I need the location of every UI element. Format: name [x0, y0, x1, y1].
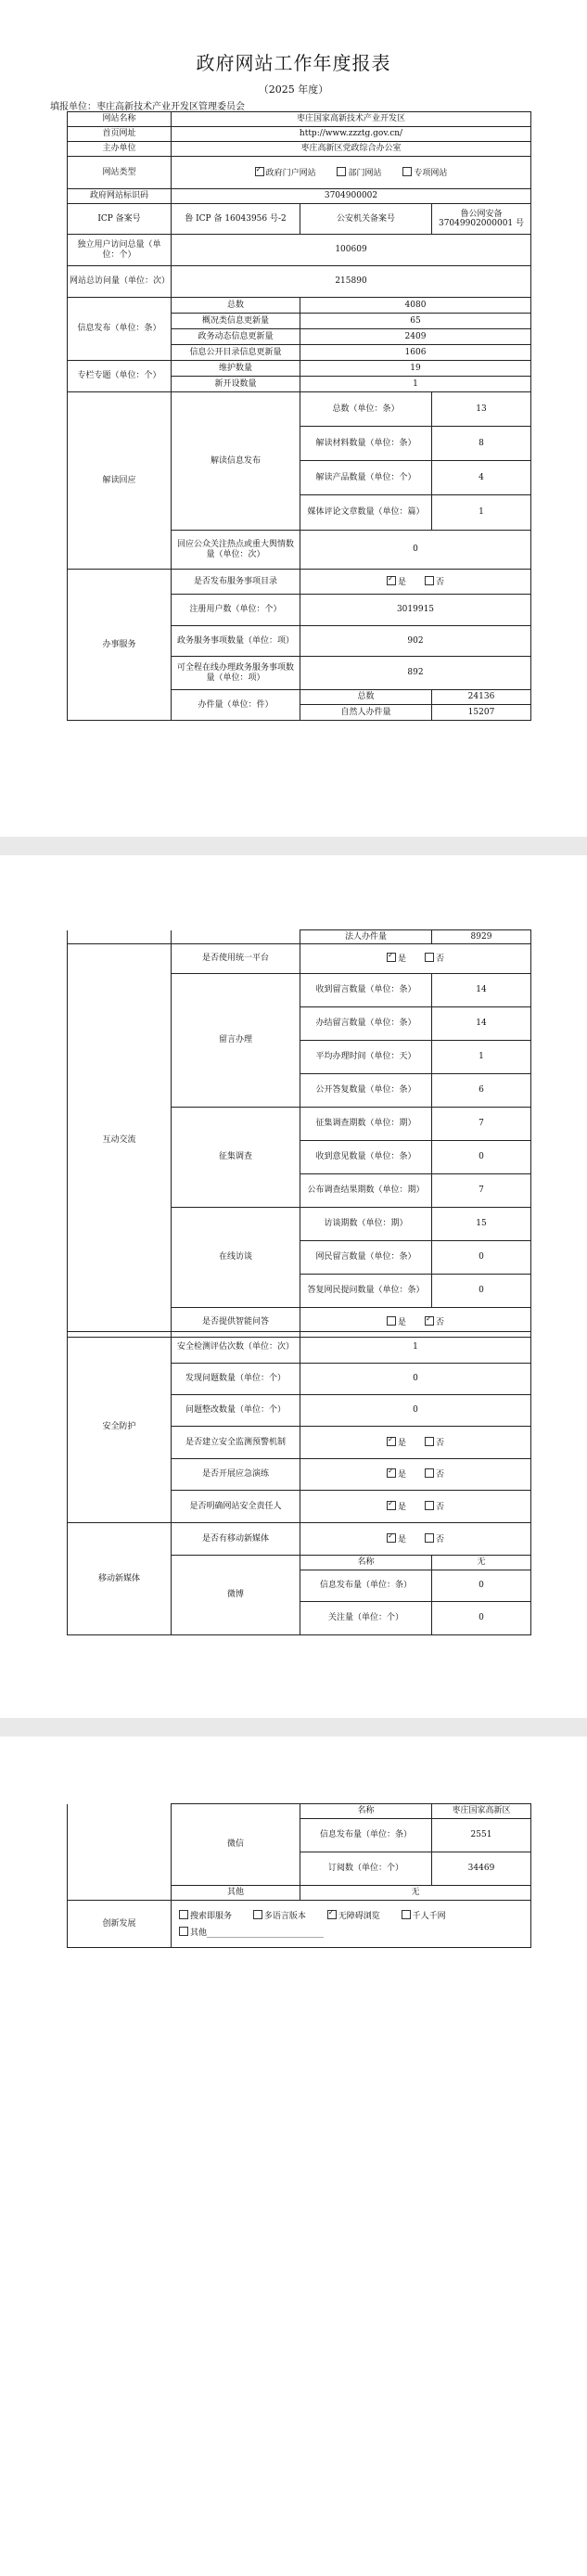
- site-code-value: 3704900002: [172, 189, 531, 204]
- option-label: 政府门户网站: [265, 168, 316, 178]
- checkbox-icon: [425, 1468, 434, 1478]
- wechat-pub-value: 2551: [432, 1819, 531, 1852]
- row-label: 留言办理: [172, 974, 300, 1108]
- info-total-value: 4080: [300, 298, 531, 314]
- msg-received-value: 14: [432, 974, 531, 1007]
- row-label: 关注量（单位：个）: [300, 1602, 432, 1635]
- weibo-pub-value: 0: [432, 1570, 531, 1602]
- reg-users-value: 3019915: [300, 595, 531, 626]
- sec-found-value: 0: [300, 1364, 531, 1395]
- row-label: 信息发布量（单位：条）: [300, 1819, 432, 1852]
- row-label: 办结留言数量（单位：条）: [300, 1007, 432, 1041]
- row-label: 自然人办件量: [300, 705, 432, 721]
- option-label: 否: [436, 1318, 445, 1328]
- row-label: 政务服务事项数量（单位：项）: [172, 626, 300, 657]
- media-comment-value: 1: [432, 495, 531, 531]
- report-table-part-2: [67, 929, 531, 1338]
- row-label: 首页网址: [68, 127, 172, 142]
- checkbox-icon: [425, 576, 434, 585]
- row-label: 是否开展应急演练: [172, 1459, 300, 1491]
- checkbox-icon: [387, 576, 396, 585]
- checkbox-icon: [179, 1910, 188, 1919]
- row-label: 是否使用统一平台: [172, 944, 300, 974]
- svc-catalog-options: [300, 570, 531, 595]
- option-label: 是: [397, 1534, 406, 1544]
- sec-eval-value: 1: [300, 1332, 531, 1364]
- option-label: 是: [397, 577, 406, 587]
- unified-options: [300, 944, 531, 974]
- site-type-options: [172, 157, 531, 189]
- checkbox-icon: [402, 1910, 411, 1919]
- option-label: 搜索即服务: [190, 1911, 233, 1921]
- row-label: 其他: [172, 1886, 300, 1901]
- row-label: 总数: [172, 298, 300, 314]
- row-label: 公安机关备案号: [300, 204, 432, 235]
- overview-value: 65: [300, 314, 531, 329]
- uv-value: 100609: [172, 235, 531, 266]
- row-label: 独立用户访问总量（单位：个）: [68, 235, 172, 266]
- row-label: 订阅数（单位：个）: [300, 1852, 432, 1886]
- checkbox-icon: [337, 167, 346, 176]
- row-label: 是否发布服务事项目录: [172, 570, 300, 595]
- option-label: 多语言版本: [263, 1911, 306, 1921]
- online-items-value: 892: [300, 657, 531, 690]
- row-label: 是否明确网站安全责任人: [172, 1491, 300, 1523]
- checkbox-icon: [425, 1533, 434, 1543]
- page-gap: [0, 1718, 587, 1737]
- other-value: 无: [300, 1886, 531, 1901]
- row-label: 总数（单位：条）: [300, 392, 432, 427]
- row-label: 收到意见数量（单位：条）: [300, 1141, 432, 1174]
- row-label: 办事服务: [68, 570, 172, 721]
- blank-cell: [172, 930, 300, 944]
- pv-value: 215890: [172, 266, 531, 298]
- report-table-part-3: [67, 1331, 531, 1635]
- row-label: 总数: [300, 690, 432, 705]
- survey-result-value: 7: [432, 1174, 531, 1208]
- option-label: 是: [397, 1470, 406, 1480]
- row-label: 名称: [300, 1556, 432, 1570]
- option-label: 无障碍浏览: [338, 1911, 380, 1921]
- checkbox-icon: [387, 1468, 396, 1478]
- report-page-3: [0, 1737, 587, 2576]
- row-label: 信息发布（单位：条）: [68, 298, 172, 361]
- innovation-options: [172, 1901, 531, 1948]
- row-label: 法人办件量: [300, 930, 432, 944]
- option-label: 否: [436, 1502, 445, 1512]
- row-label: 发现问题数量（单位：个）: [172, 1364, 300, 1395]
- wechat-subs-value: 34469: [432, 1852, 531, 1886]
- checkbox-icon: [425, 1501, 434, 1510]
- row-label: 新开设数量: [172, 377, 300, 392]
- report-year: （2025 年度）: [258, 83, 329, 96]
- msg-public-value: 6: [432, 1074, 531, 1108]
- checkbox-icon: [179, 1927, 188, 1936]
- respond-value: 0: [300, 531, 531, 570]
- checkbox-icon: [327, 1910, 337, 1919]
- row-label: 解读信息发布: [172, 392, 300, 531]
- row-label: 问题整改数量（单位：个）: [172, 1395, 300, 1427]
- icp-value: 鲁 ICP 备 16043956 号-2: [172, 204, 300, 235]
- row-label: 主办单位: [68, 142, 172, 157]
- interp-product-value: 4: [432, 461, 531, 495]
- row-label: 概况类信息更新量: [172, 314, 300, 329]
- checkbox-icon: [387, 1533, 396, 1543]
- row-label: 是否提供智能问答: [172, 1308, 300, 1338]
- row-label: 专栏专题（单位：个）: [68, 361, 172, 392]
- msg-avg-value: 1: [432, 1041, 531, 1074]
- checkbox-icon: [255, 167, 264, 176]
- legal-value: 8929: [432, 930, 531, 944]
- option-label: 否: [436, 577, 445, 587]
- checkbox-icon: [387, 1316, 396, 1326]
- row-label: 安全检测评估次数（单位：次）: [172, 1332, 300, 1364]
- row-label: 政务动态信息更新量: [172, 329, 300, 345]
- sec-drill-options: [300, 1459, 531, 1491]
- option-label: 是: [397, 955, 406, 965]
- checkbox-icon: [387, 1501, 396, 1510]
- option-label: 否: [436, 1534, 445, 1544]
- row-label: 安全防护: [68, 1332, 172, 1523]
- site-name-value: 枣庄国家高新技术产业开发区: [172, 112, 531, 127]
- row-label: 创新发展: [68, 1901, 172, 1948]
- checkbox-icon: [402, 167, 412, 176]
- interp-total-value: 13: [432, 392, 531, 427]
- row-label: 是否建立安全监测预警机制: [172, 1427, 300, 1459]
- gov-dyn-value: 2409: [300, 329, 531, 345]
- sec-fixed-value: 0: [300, 1395, 531, 1427]
- row-label: 平均办理时间（单位：天）: [300, 1041, 432, 1074]
- report-table-part-1: [67, 111, 531, 721]
- row-label: 征集调查: [172, 1108, 300, 1208]
- row-label: 公布调查结果期数（单位：期）: [300, 1174, 432, 1208]
- survey-count-value: 7: [432, 1108, 531, 1141]
- online-msg-value: 0: [432, 1241, 531, 1275]
- row-label: 答复网民提问数量（单位：条）: [300, 1275, 432, 1308]
- police-value: 鲁公网安备 37049902000001 号: [432, 204, 531, 235]
- info-open-value: 1606: [300, 345, 531, 361]
- blank-cell: [68, 930, 172, 944]
- row-label: 网站类型: [68, 157, 172, 189]
- row-label: 注册用户数（单位：个）: [172, 595, 300, 626]
- row-label: 是否有移动新媒体: [172, 1523, 300, 1556]
- row-label: 政府网站标识码: [68, 189, 172, 204]
- new-open-value: 1: [300, 377, 531, 392]
- has-mobile-options: [300, 1523, 531, 1556]
- row-label: 互动交流: [68, 944, 172, 1338]
- report-page-2: [0, 855, 587, 1718]
- filing-unit: 填报单位：枣庄高新技术产业开发区管理委员会: [50, 102, 245, 112]
- svc-items-value: 902: [300, 626, 531, 657]
- option-label: 否: [436, 955, 445, 965]
- weibo-name-value: 无: [432, 1556, 531, 1570]
- option-label: 其他____________________________: [190, 1929, 325, 1938]
- row-label: 信息发布量（单位：条）: [300, 1570, 432, 1602]
- option-label: 否: [436, 1470, 445, 1480]
- option-label: 否: [436, 1438, 445, 1448]
- report-title: 政府网站工作年度报表: [196, 52, 391, 74]
- page-gap: [0, 837, 587, 855]
- row-label: 收到留言数量（单位：条）: [300, 974, 432, 1007]
- option-label: 是: [397, 1318, 406, 1328]
- row-label: 公开答复数量（单位：条）: [300, 1074, 432, 1108]
- option-label: 千人千网: [412, 1911, 446, 1921]
- row-label: 解读产品数量（单位：个）: [300, 461, 432, 495]
- wechat-name-value: 枣庄国家高新区: [432, 1804, 531, 1819]
- checkbox-icon: [387, 953, 396, 962]
- checkbox-icon: [253, 1910, 262, 1919]
- row-label: 网民留言数量（单位：条）: [300, 1241, 432, 1275]
- maintain-value: 19: [300, 361, 531, 377]
- weibo-followers-value: 0: [432, 1602, 531, 1635]
- option-label: 是: [397, 1438, 406, 1448]
- row-label: 微信: [172, 1804, 300, 1886]
- row-label: 回应公众关注热点或重大舆情数量（单位：次）: [172, 531, 300, 570]
- row-label: 在线访谈: [172, 1208, 300, 1308]
- sec-monitor-options: [300, 1427, 531, 1459]
- row-label: 微博: [172, 1556, 300, 1635]
- row-label: 办件量（单位：件）: [172, 690, 300, 721]
- online-count-value: 15: [432, 1208, 531, 1241]
- survey-opinion-value: 0: [432, 1141, 531, 1174]
- online-answer-value: 0: [432, 1275, 531, 1308]
- natural-value: 15207: [432, 705, 531, 721]
- row-label: 维护数量: [172, 361, 300, 377]
- checkbox-icon: [387, 1437, 396, 1446]
- checkbox-icon: [425, 1316, 434, 1326]
- option-label: 是: [397, 1502, 406, 1512]
- row-label: 网站名称: [68, 112, 172, 127]
- msg-done-value: 14: [432, 1007, 531, 1041]
- report-table-part-4: [67, 1803, 531, 1948]
- row-label: 解读材料数量（单位：条）: [300, 427, 432, 461]
- row-label: 访谈期数（单位：期）: [300, 1208, 432, 1241]
- row-label: 征集调查期数（单位：期）: [300, 1108, 432, 1141]
- row-label: 网站总访问量（单位：次）: [68, 266, 172, 298]
- checkbox-icon: [425, 953, 434, 962]
- row-label: 信息公开目录信息更新量: [172, 345, 300, 361]
- row-label: 移动新媒体: [68, 1523, 172, 1635]
- row-label: 可全程在线办理政务服务事项数量（单位：项）: [172, 657, 300, 690]
- sec-person-options: [300, 1491, 531, 1523]
- row-label: ICP 备案号: [68, 204, 172, 235]
- sponsor-value: 枣庄高新区党政综合办公室: [172, 142, 531, 157]
- interp-material-value: 8: [432, 427, 531, 461]
- report-page-1: [0, 0, 587, 837]
- row-label: 名称: [300, 1804, 432, 1819]
- handled-total-value: 24136: [432, 690, 531, 705]
- row-label: 媒体评论文章数量（单位：篇）: [300, 495, 432, 531]
- row-label: 解读回应: [68, 392, 172, 570]
- option-label: 部门网站: [348, 168, 382, 178]
- blank-cell: [68, 1804, 172, 1901]
- option-label: 专项网站: [414, 168, 448, 178]
- checkbox-icon: [425, 1437, 434, 1446]
- homepage-value: http://www.zzztg.gov.cn/: [172, 127, 531, 142]
